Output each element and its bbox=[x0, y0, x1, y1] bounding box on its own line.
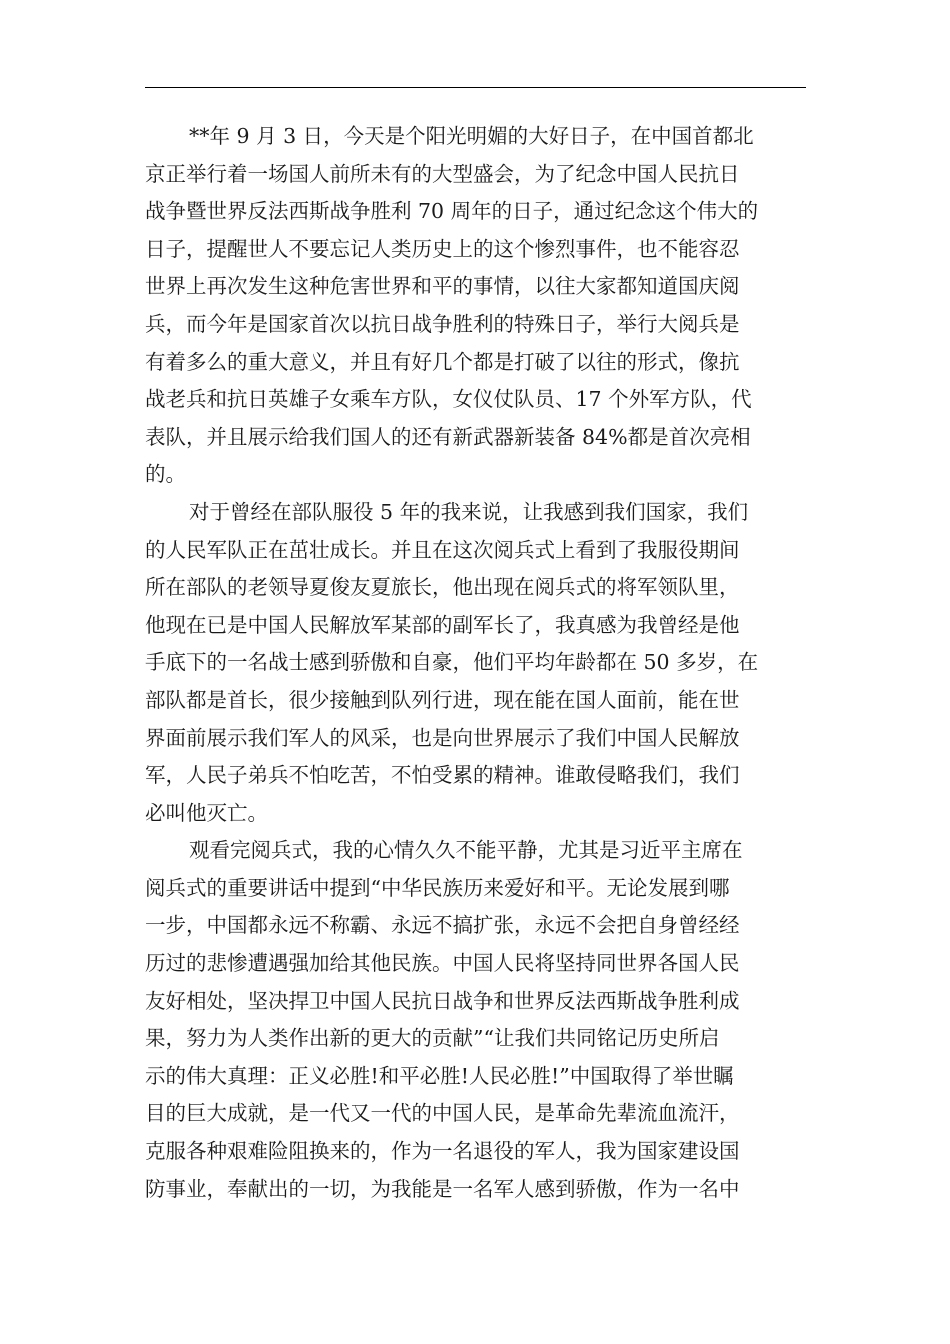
paragraph-3-line-8: 目的巨大成就，是一代又一代的中国人民，是革命先辈流血流汗， bbox=[145, 1101, 740, 1126]
paragraph-2-line-5: 手底下的一名战士感到骄傲和自豪，他们平均年龄都在 50 多岁，在 bbox=[145, 650, 759, 675]
header-rule bbox=[145, 87, 806, 88]
paragraph-1-line-5: 世界上再次发生这种危害世界和平的事情，以往大家都知道国庆阅 bbox=[145, 274, 740, 299]
paragraph-2-line-4: 他现在已是中国人民解放军某部的副军长了，我真感为我曾经是他 bbox=[145, 612, 740, 637]
paragraph-3-line-4: 历过的悲惨遭遇强加给其他民族。中国人民将坚持同世界各国人民 bbox=[145, 951, 740, 976]
paragraph-2-line-6: 部队都是首长，很少接触到队列行进，现在能在国人面前，能在世 bbox=[145, 687, 740, 712]
paragraph-3-line-2: 阅兵式的重要讲话中提到“中华民族历来爱好和平。无论发展到哪 bbox=[145, 875, 730, 900]
paragraph-2-line-2: 的人民军队正在茁壮成长。并且在这次阅兵式上看到了我服役期间 bbox=[145, 537, 740, 562]
paragraph-1-line-10: 的。 bbox=[145, 462, 186, 487]
paragraph-1-line-4: 日子，提醒世人不要忘记人类历史上的这个惨烈事件，也不能容忍 bbox=[145, 236, 740, 261]
paragraph-3-line-1: 观看完阅兵式，我的心情久久不能平静，尤其是习近平主席在 bbox=[189, 838, 743, 863]
paragraph-3-line-10: 防事业，奉献出的一切，为我能是一名军人感到骄傲，作为一名中 bbox=[145, 1176, 740, 1201]
paragraph-2-line-1: 对于曾经在部队服役 5 年的我来说，让我感到我们国家，我们 bbox=[189, 499, 749, 524]
document-body bbox=[145, 118, 806, 1208]
paragraph-1-line-2: 京正举行着一场国人前所未有的大型盛会，为了纪念中国人民抗日 bbox=[145, 161, 740, 186]
paragraph-3-line-7: 示的伟大真理：正义必胜!和平必胜!人民必胜!”中国取得了举世瞩 bbox=[145, 1063, 734, 1088]
paragraph-1-line-6: 兵，而今年是国家首次以抗日战争胜利的特殊日子，举行大阅兵是 bbox=[145, 311, 740, 336]
paragraph-3-line-5: 友好相处，坚决捍卫中国人民抗日战争和世界反法西斯战争胜利成 bbox=[145, 988, 740, 1013]
paragraph-1-line-1: **年 9 月 3 日，今天是个阳光明媚的大好日子，在中国首都北 bbox=[189, 124, 754, 148]
paragraph-2-line-8: 军，人民子弟兵不怕吃苦，不怕受累的精神。谁敢侵略我们，我们 bbox=[145, 763, 740, 788]
paragraph-1-line-9: 表队，并且展示给我们国人的还有新武器新装备 84%都是首次亮相 bbox=[145, 424, 751, 449]
paragraph-3-line-9: 克服各种艰难险阻换来的，作为一名退役的军人，我为国家建设国 bbox=[145, 1139, 740, 1164]
paragraph-2-line-3: 所在部队的老领导夏俊友夏旅长，他出现在阅兵式的将军领队里， bbox=[145, 575, 740, 600]
paragraph-2-line-7: 界面前展示我们军人的风采，也是向世界展示了我们中国人民解放 bbox=[145, 725, 740, 750]
paragraph-3-line-3: 一步，中国都永远不称霸、永远不搞扩张，永远不会把自身曾经经 bbox=[145, 913, 740, 938]
paragraph-1-line-3: 战争暨世界反法西斯战争胜利 70 周年的日子，通过纪念这个伟大的 bbox=[145, 199, 759, 224]
paragraph-1-line-8: 战老兵和抗日英雄子女乘车方队，女仪仗队员、17 个外军方队，代 bbox=[145, 387, 752, 412]
paragraph-1-line-7: 有着多么的重大意义，并且有好几个都是打破了以往的形式，像抗 bbox=[145, 349, 740, 374]
paragraph-2-line-9: 必叫他灭亡。 bbox=[145, 800, 268, 825]
paragraph-3-line-6: 果，努力为人类作出新的更大的贡献”“让我们共同铭记历史所启 bbox=[145, 1026, 720, 1051]
